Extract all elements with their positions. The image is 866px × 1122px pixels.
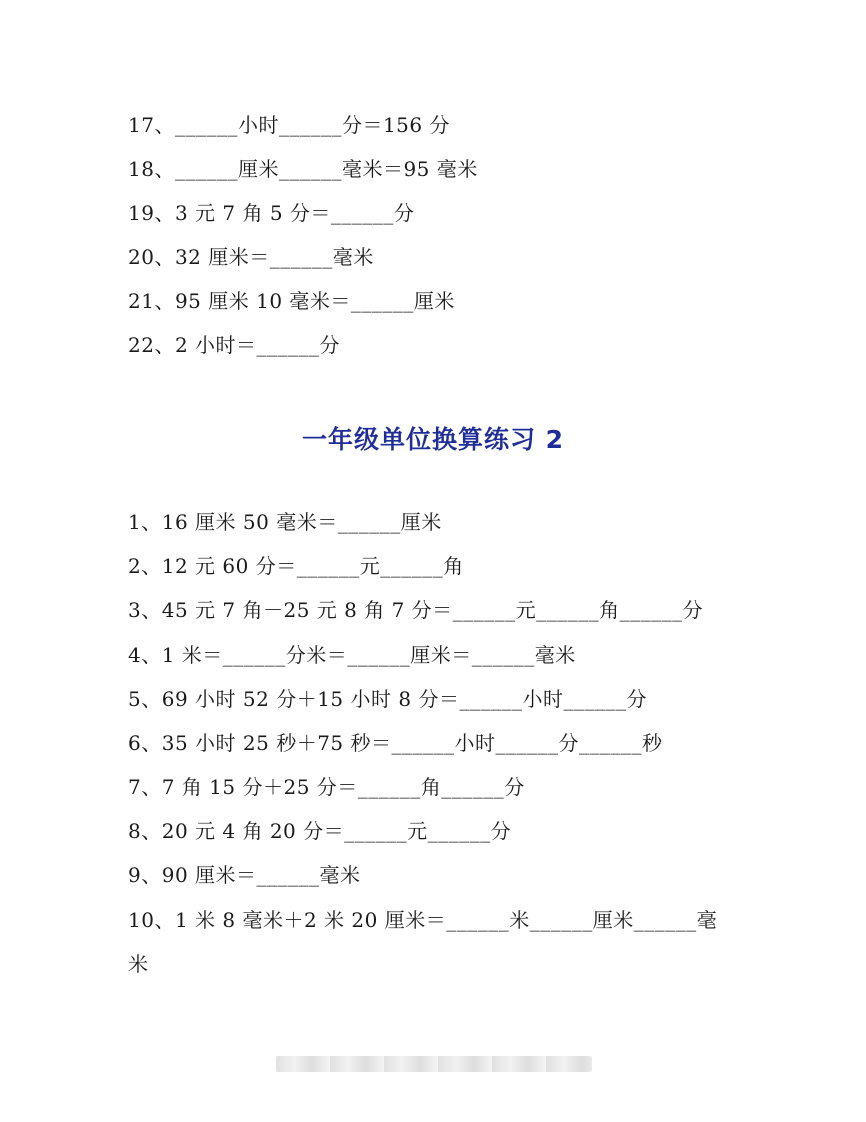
exercise-19: 19、3 元 7 角 5 分＝______分 [128, 201, 415, 225]
exercise-10-continued: 米 [128, 952, 149, 976]
exercise-17: 17、______小时______分＝156 分 [128, 113, 450, 137]
exercise-4: 4、1 米＝______分米＝______厘米＝______毫米 [128, 643, 576, 667]
exercise-3: 3、45 元 7 角－25 元 8 角 7 分＝______元______角______分 [128, 598, 704, 622]
exercise-21: 21、95 厘米 10 毫米＝______厘米 [128, 289, 455, 313]
exercise-8: 8、20 元 4 角 20 分＝______元______分 [128, 819, 512, 843]
exercise-7: 7、7 角 15 分＋25 分＝______角______分 [128, 775, 525, 799]
blurred-watermark [276, 1056, 592, 1072]
exercise-20: 20、32 厘米＝______毫米 [128, 245, 374, 269]
exercise-6: 6、35 小时 25 秒＋75 秒＝______小时______分______秒 [128, 731, 663, 755]
exercise-5: 5、69 小时 52 分＋15 小时 8 分＝______小时______分 [128, 687, 647, 711]
exercise-10: 10、1 米 8 毫米＋2 米 20 厘米＝______米______厘米______毫 [128, 908, 718, 932]
exercise-18: 18、______厘米______毫米＝95 毫米 [128, 157, 478, 181]
exercise-1: 1、16 厘米 50 毫米＝______厘米 [128, 510, 442, 534]
section-title: 一年级单位换算练习 2 [301, 425, 565, 454]
exercise-9: 9、90 厘米＝______毫米 [128, 863, 361, 887]
exercise-2: 2、12 元 60 分＝______元______角 [128, 554, 464, 578]
exercise-22: 22、2 小时＝______分 [128, 333, 341, 357]
